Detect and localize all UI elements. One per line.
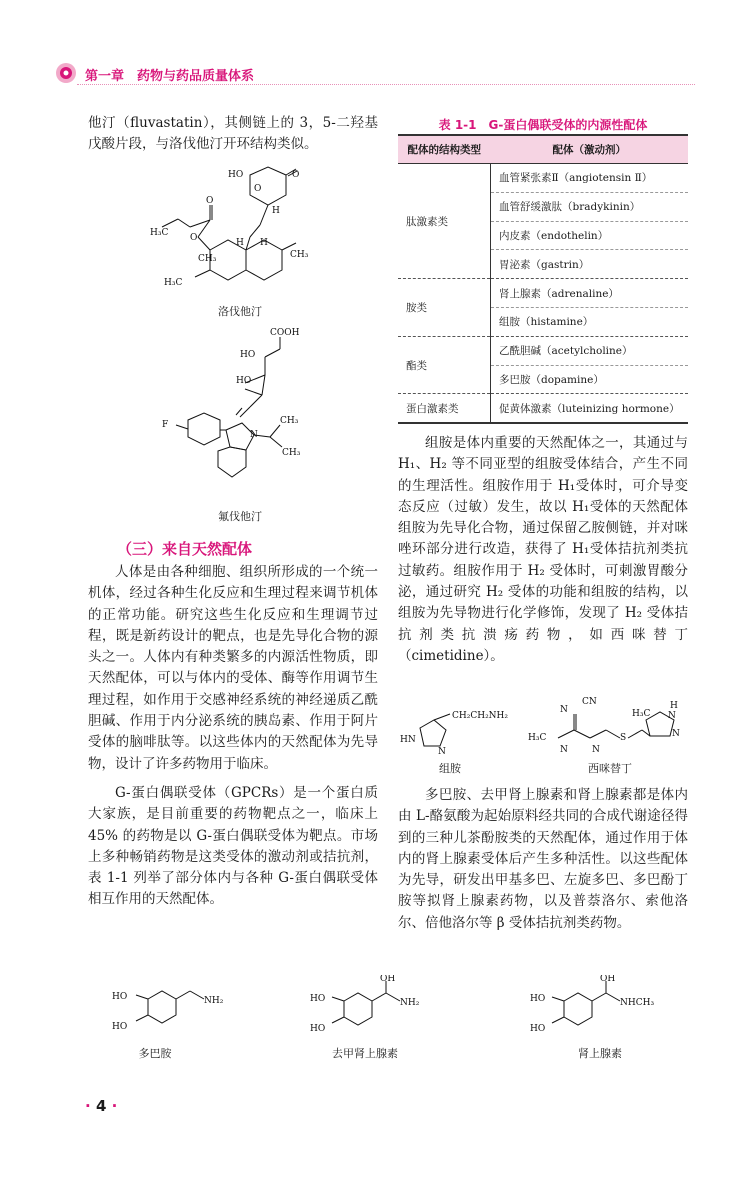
svg-text:CH₃: CH₃ [290, 250, 309, 260]
svg-text:COOH: COOH [270, 328, 300, 338]
svg-text:HO: HO [530, 994, 546, 1004]
table-type-cell: 肽激素类 [398, 164, 491, 279]
table-header-ligand: 配体（激动剂） [491, 135, 689, 164]
svg-text:NHCH₃: NHCH₃ [620, 998, 655, 1008]
left-paragraph-2: G-蛋白偶联受体（GPCRs）是一个蛋白质大家族，是目前重要的药物靶点之一，临床上 45% 的药物是以 G-蛋白偶联受体为靶点。市场上多种畅销药物是这类受体的激动剂或拮抗剂，表 1-1 列举了部分体内与各种 G-蛋白偶联受体相互作用的天然配体。 [88, 784, 378, 908]
norepinephrine-label: 去甲肾上腺素 [332, 1047, 398, 1060]
svg-text:O: O [254, 184, 262, 194]
histamine-label: 组胺 [439, 762, 461, 775]
right-paragraph-2: 多巴胺、去甲肾上腺素和肾上腺素都是体内由 L-酪氨酸为起始原料经共同的合成代谢途径得到的三种儿茶酚胺类的天然配体，通过作用于体内的肾上腺素受体后产生多种活性。以这些配体为先导，研发出甲基多巴、左旋多巴、多巴酚丁胺等拟肾上腺素药物，以及普萘洛尔、索他洛尔、倍他洛尔等 β 受体拮抗剂类药物。 [398, 787, 688, 931]
svg-text:N: N [672, 729, 680, 739]
svg-text:HO: HO [112, 1022, 128, 1032]
svg-text:HO: HO [236, 376, 252, 386]
svg-text:O: O [190, 233, 198, 243]
svg-text:CN: CN [582, 697, 597, 707]
table-header-type: 配体的结构类型 [398, 135, 491, 164]
svg-text:N: N [560, 705, 568, 715]
dopamine-structure [112, 985, 242, 1045]
intro-text: 他汀（fluvastatin），其侧链上的 3，5-二羟基戊酸片段，与洛伐他汀开环结构类似。 [88, 115, 378, 153]
svg-text:H₃C: H₃C [632, 709, 651, 719]
svg-text:N: N [438, 747, 446, 757]
svg-text:H: H [272, 206, 280, 216]
svg-text:HO: HO [228, 170, 244, 180]
lovastatin-label: 洛伐他汀 [218, 305, 262, 318]
epinephrine-structure [530, 975, 680, 1045]
svg-text:O: O [206, 196, 214, 206]
svg-text:S: S [620, 733, 627, 743]
chapter-logo-icon [55, 62, 77, 84]
page-number [85, 1097, 117, 1115]
svg-text:H₃C: H₃C [150, 228, 169, 238]
svg-text:OH: OH [380, 975, 396, 984]
svg-text:NH₂: NH₂ [400, 998, 420, 1008]
table-ligand-cell: 血管舒缓激肽（bradykinin） [491, 192, 689, 221]
svg-text:CH₂CH₂NH₂: CH₂CH₂NH₂ [452, 711, 509, 721]
table-ligand-cell: 乙酰胆碱（acetylcholine） [491, 336, 689, 365]
header-divider [77, 84, 695, 85]
page-number-dot: · [111, 1097, 118, 1115]
svg-text:O: O [292, 170, 300, 180]
table-ligand-cell: 肾上腺素（adrenaline） [491, 279, 689, 308]
table-ligand-cell: 胃泌素（gastrin） [491, 250, 689, 279]
svg-text:N: N [668, 711, 676, 721]
table-ligand-cell: 多巴胺（dopamine） [491, 365, 689, 394]
svg-text:N: N [592, 745, 600, 755]
right-body-1 [398, 433, 688, 667]
table-type-cell: 胺类 [398, 279, 491, 337]
svg-text:HO: HO [310, 994, 326, 1004]
epinephrine-label: 肾上腺素 [578, 1047, 622, 1060]
right-paragraph-1: 组胺是体内重要的天然配体之一，其通过与 H₁、H₂ 等不同亚型的组胺受体结合，产生不同的生理活性。组胺作用于 H₁受体时，可介导变态反应（过敏）发生，故以 H₁受体的天然配体组胺为先导化合物，通过保留乙胺侧链，并对咪唑环部分进行改造，获得了 H₁受体拮抗剂类抗过敏药。组胺作用于 H₂ 受体时，可刺激胃酸分泌，通过研究 H₂ 受体的功能和组胺的结构，以组胺为先导物进行化学修饰，发现了 H₂ 受体拮抗剂类抗溃疡药物，如西咪替丁（cimetidine）。 [398, 435, 688, 664]
svg-text:H: H [236, 238, 244, 248]
fluvastatin-structure [150, 325, 330, 505]
table-type-cell: 酯类 [398, 336, 491, 394]
table-ligand-cell: 组胺（histamine） [491, 307, 689, 336]
page-number-dot: · [85, 1097, 91, 1115]
cimetidine-structure [528, 692, 693, 757]
svg-text:H: H [670, 701, 678, 711]
svg-text:NH₂: NH₂ [204, 996, 224, 1006]
table-type-cell: 蛋白激素类 [398, 394, 491, 423]
svg-text:HO: HO [530, 1024, 546, 1034]
table-ligand-cell: 血管紧张素Ⅱ（angiotensin Ⅱ） [491, 164, 689, 193]
left-intro [88, 113, 378, 156]
ligand-table [398, 134, 688, 424]
norepinephrine-structure [310, 975, 440, 1045]
lovastatin-structure [150, 165, 330, 300]
svg-text:N: N [560, 745, 568, 755]
histamine-structure [400, 708, 530, 758]
right-body-2 [398, 785, 688, 934]
cimetidine-label: 西咪替丁 [588, 762, 632, 775]
svg-text:CH₃: CH₃ [282, 448, 301, 458]
fluvastatin-label: 氟伐他汀 [218, 510, 262, 523]
dopamine-label: 多巴胺 [138, 1047, 172, 1060]
svg-text:HO: HO [112, 992, 128, 1002]
svg-text:CH₃: CH₃ [280, 416, 299, 426]
page-header [55, 60, 695, 90]
svg-text:H₃C: H₃C [164, 278, 183, 288]
svg-text:OH: OH [600, 975, 616, 984]
svg-text:N: N [250, 430, 258, 440]
svg-text:F: F [162, 420, 169, 430]
svg-text:CH₃: CH₃ [198, 254, 217, 264]
svg-text:HO: HO [240, 350, 256, 360]
left-paragraph-1: 人体是由各种细胞、组织所形成的一个统一机体，经过各种生化反应和生理过程来调节机体的正常功能。研究这些生化反应和生理调节过程，既是新药设计的靶点，也是先导化合物的源头之一。人体内有种类繁多的内源活性物质，即天然配体，可以与体内的受体、酶等作用调节生理过程，如作用于交感神经系统的神经递质乙酰胆碱、作用于内分泌系统的胰岛素、作用于阿片受体的脑啡肽等。以这些体内的天然配体为先导物，设计了许多药物用于临床。 [88, 564, 378, 772]
table-ligand-cell: 促黄体激素（luteinizing hormone） [491, 394, 689, 423]
left-body [88, 562, 378, 911]
table-ligand-cell: 内皮素（endothelin） [491, 221, 689, 250]
svg-text:H₃C: H₃C [528, 733, 547, 743]
svg-text:HN: HN [400, 735, 416, 745]
svg-text:H: H [260, 238, 268, 248]
page-number-value: 4 [95, 1097, 107, 1115]
table-caption: 表 1-1 G-蛋白偶联受体的内源性配体 [438, 118, 648, 132]
section-title: （三）来自天然配体 [117, 540, 253, 558]
chapter-title: 第一章 药物与药品质量体系 [85, 69, 255, 84]
svg-text:HO: HO [310, 1024, 326, 1034]
